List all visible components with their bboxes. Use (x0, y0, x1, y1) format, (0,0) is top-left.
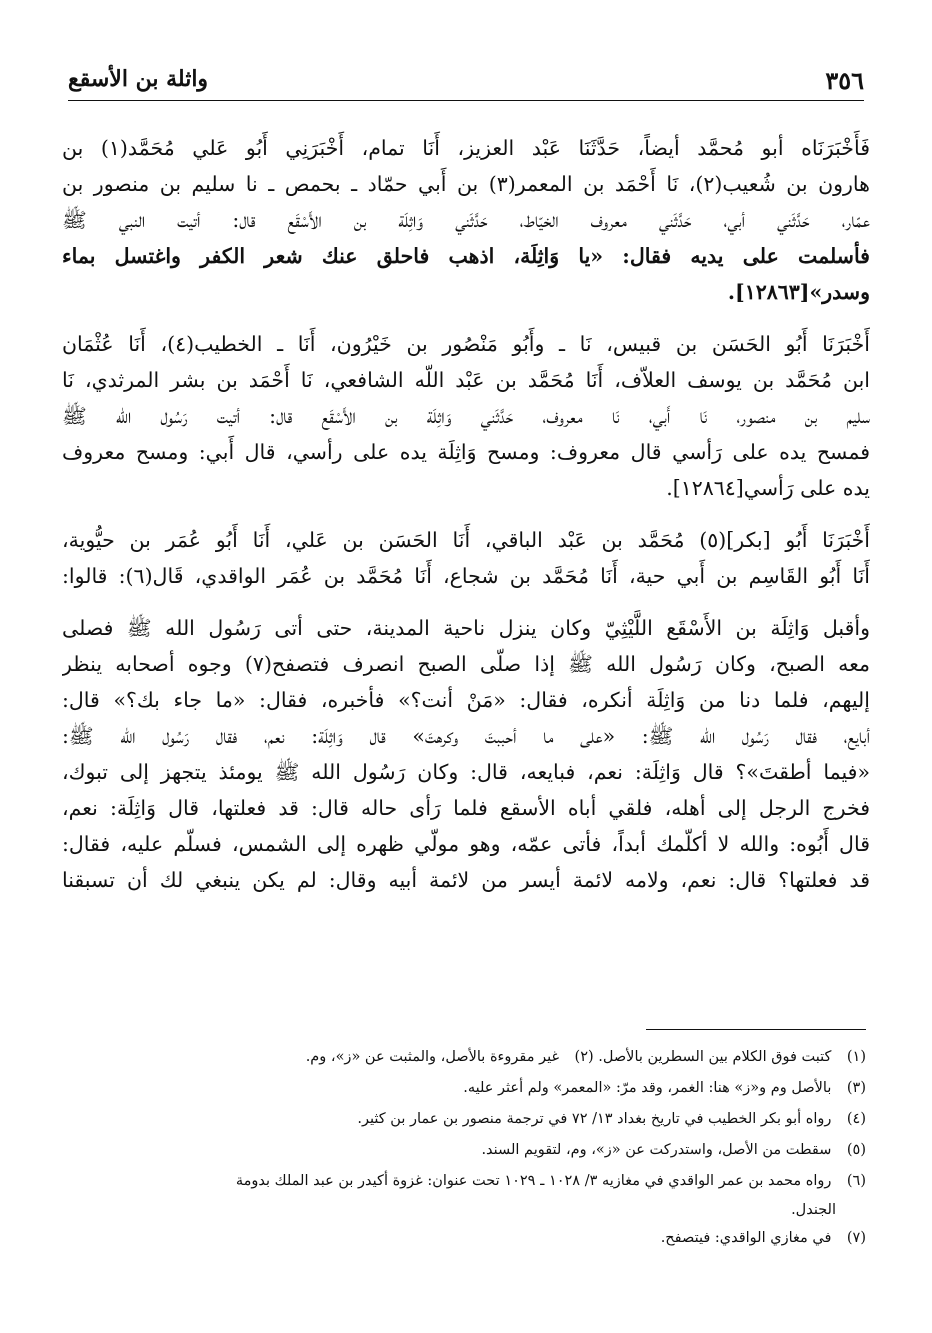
footnote-row (70, 1104, 866, 1135)
text-line: أَخْبَرَنَا أَبُو الحَسَن بن قبيس، نَا ـ وأَبُو مَنْصُور بن خَيْرُون، أَنَا ـ الخطيب(٤)، أَنَا عُثْمَان (62, 332, 870, 356)
footnote-number: (٦) (846, 1173, 866, 1189)
footnote-row (70, 1166, 866, 1197)
text-line: أَنَا أَبُو القَاسِم بن أَبي حية، أَنَا مُحَمَّد بن شجاع، أَنَا مُحَمَّد بن عُمَر الواقدي، قَال(٦): قالوا: (62, 564, 870, 588)
page-header (68, 58, 864, 101)
page-number: ٣٥٦ (825, 66, 864, 95)
text-line: وسدر»[١٢٨٦٣]. (727, 280, 870, 304)
footnote-text: سقطت من الأصل، واستدركت عن «ز»، وم، لتقويم السند. (481, 1142, 832, 1158)
text-line: إليهم، فلما دنا من وَاثِلَة أنكره، فقال: «مَنْ أنت؟» فأخبره، فقال: «ما جاء بك؟» قال: (62, 688, 870, 712)
main-text (62, 130, 870, 898)
footnote-number: (٥) (846, 1142, 866, 1158)
text-line: ابن مُحَمَّد بن يوسف العلاّف، أَنَا مُحَمَّد بن عَبْد اللّه الشافعي، نَا أَحْمَد بن بشر المرثدي، نَا (62, 368, 870, 392)
text-line: فأسلمت على يديه فقال: «يا وَاثِلَة، اذهب فاحلق عنك شعر الكفر واغتسل بماء (62, 244, 870, 268)
footnote-row (70, 1135, 866, 1166)
text-line: فَأَخْبَرَنَاه أبو مُحمَّد أيضاً، حَدَّثَنَا عَبْد العزيز، أَنَا تمام، أَخْبَرَنِي أَبُو عَلي مُحَمَّد(١) بن (62, 136, 870, 160)
footnote-text: في مغازي الواقدي: فيتصفح. (660, 1230, 832, 1246)
footnote-continuation: الجندل. (791, 1202, 836, 1218)
text-line: يده على رَأسي[١٢٨٦٤]. (666, 476, 870, 500)
footnotes (70, 1042, 866, 1254)
text-line: فمسح يده على رَأسي قال معروف: ومسح وَاثِلَة يده على رأسي، قال أَبي: ومسح معروف (62, 440, 870, 464)
text-line: عمّار، حَدَّثَني أبي، حَدَّثَني معروف الخيّاط، حَدَّثَني وَاثِلَة بن الأَسْقَع قال: أتيت النبي ﷺ (62, 208, 870, 232)
text-line: قد فعلتها؟ قال: نعم، ولامه لائمة أيسر من لائمة أبيه وقال: لم يكن ينبغي لك أن تسبقنا (62, 868, 870, 892)
text-line: فخرج الرجل إلى أهله، فلقي أباه الأسقع فلما رَأى حاله قال: قد فعلتها، قال وَاثِلَة: نعم، (62, 796, 870, 820)
footnote-row (70, 1073, 866, 1104)
text-line: وأقبل وَاثِلَة بن الأَسْقَع اللَّيْثِيّ وكان ينزل ناحية المدينة، حتى أتى رَسُول الله ﷺ فصلى (62, 616, 870, 640)
footnote-number: (٣) (846, 1080, 866, 1096)
footnote-row (70, 1042, 866, 1073)
footnote-text: رواه محمد بن عمر الواقدي في مغازيه ٣/ ١٠٢٨ ـ ١٠٢٩ تحت عنوان: غزوة أكيدر بن عبد الملك بدومة (235, 1173, 832, 1189)
footnote-text: رواه أبو بكر الخطيب في تاريخ بغداد ١٣/ ٧٢ في ترجمة منصور بن عمار بن كثير. (357, 1111, 832, 1127)
footnote-separator (646, 1029, 866, 1030)
footnote-pair (306, 1042, 594, 1073)
footnote-number: (٤) (846, 1111, 866, 1127)
text-line: أبايع، فقال رَسُول الله ﷺ: «على ما أحببتَ وكرهتَ» قال وَاثِلَة: نعم، فقال رَسُول الله ﷺ: (62, 724, 870, 748)
footnote-number: (٧) (846, 1230, 866, 1246)
footnote-text: كتبت فوق الكلام بين السطرين بالأصل. (598, 1049, 832, 1065)
text-line: هارون بن شُعيب(٢)، نَا أَحْمَد بن المعمر(٣) بن أَبي حمّاد ـ بحمص ـ نا سليم بن منصور بن (62, 172, 870, 196)
footnote-number: (١) (846, 1049, 866, 1065)
text-line: أَخْبَرَنَا أَبُو [بكر](٥) مُحَمَّد بن عَبْد الباقي، أَنَا الحَسَن بن عَلي، أَنَا أَبُو عُمَر بن حيُّوية، (62, 528, 870, 552)
text-line: «فيما أطقتَ»؟ قال وَاثِلَة: نعم، فبايعه، قال: وكان رَسُول الله ﷺ يومئذ يتجهز إلى تبوك، (62, 760, 870, 784)
text-line: سليم بن منصور، نَا أَبي، نَا معروف، حَدَّثَني وَاثِلَة بن الأَسْقَع قال: أتيت رَسُول الله ﷺ (62, 404, 870, 428)
footnote-row (70, 1223, 866, 1254)
text-line: معه الصبح، وكان رَسُول الله ﷺ إذا صلّى الصبح انصرف فتصفح(٧) وجوه أصحابه ينظر (62, 652, 870, 676)
text-line: قال أَبُوه: والله لا أكلّمك أبداً، فأتى عمّه، وهو مولّي ظهره إلى الشمس، فسلّم عليه، فقال: (62, 832, 870, 856)
running-title: واثلة بن الأسقع (68, 66, 209, 92)
footnote-text: بالأصل وم و«ز» هنا: الغمر، وقد مرّ: «المعمر» ولم أعثر عليه. (463, 1080, 832, 1096)
footnote-number: (٢) (574, 1049, 594, 1065)
footnote-text: غير مقروءة بالأصل، والمثبت عن «ز»، وم. (305, 1049, 560, 1065)
